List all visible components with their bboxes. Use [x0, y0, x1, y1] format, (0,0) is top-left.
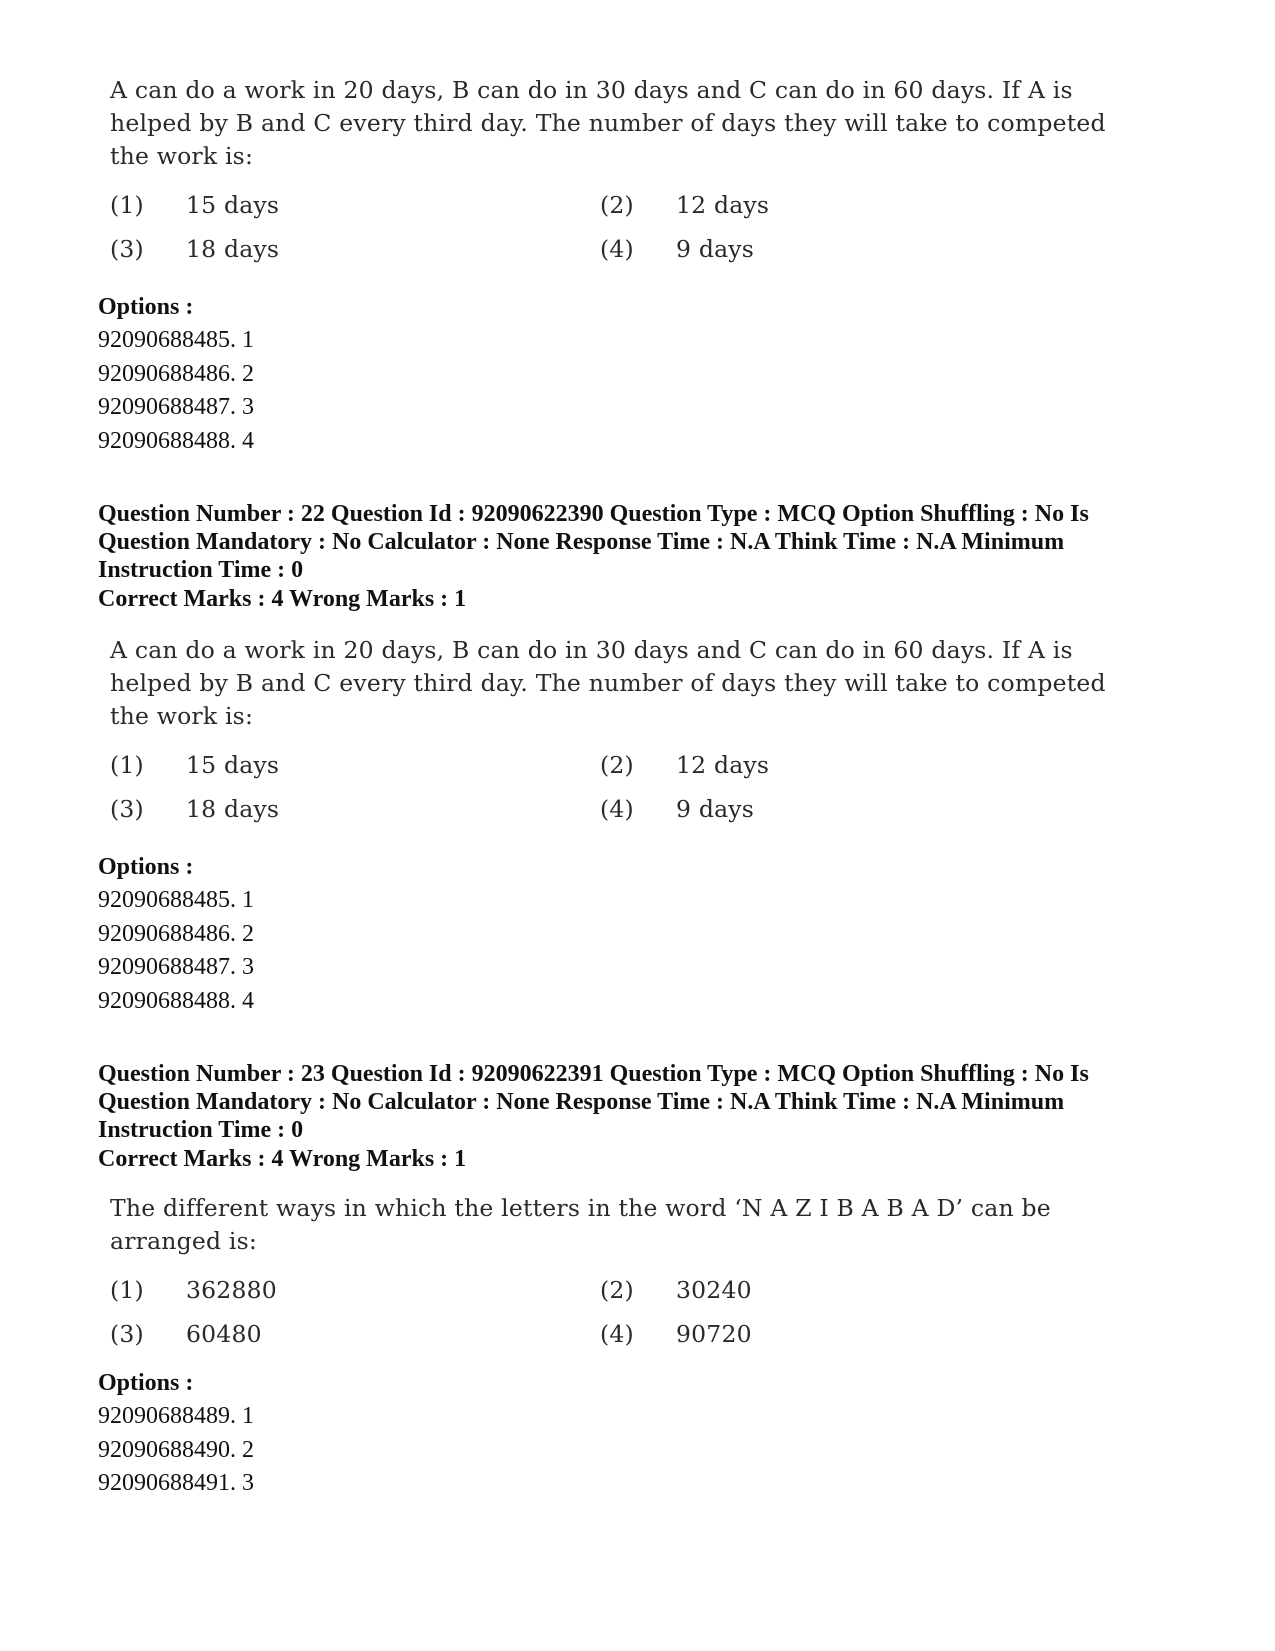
option-id: 92090688487. 3	[98, 394, 254, 420]
question-23-image	[110, 1192, 1110, 1362]
options-heading: Options :	[98, 294, 194, 320]
choice-2: (2) 12 days	[600, 751, 770, 779]
options-heading: Options :	[98, 1370, 194, 1396]
choice-1: (1) 15 days	[110, 751, 280, 779]
options-heading: Options :	[98, 854, 194, 880]
choice-4: (4) 90720	[600, 1320, 752, 1348]
choice-2: (2) 30240	[600, 1276, 752, 1304]
choice-2: (2) 12 days	[600, 191, 770, 219]
question-text: A can do a work in 20 days, B can do in 30 days and C can do in 60 days. If A is helped by B and C every third day. The number of days they will take to competed the work is:	[110, 76, 1106, 170]
question-23-meta	[98, 1060, 1178, 1144]
choice-4: (4) 9 days	[600, 795, 755, 823]
option-id: 92090688486. 2	[98, 920, 254, 947]
meta-line: Question Number : 22 Question Id : 92090622390 Question Type : MCQ Option Shuffling : No Is	[98, 501, 1089, 527]
choice-3: (3) 60480	[110, 1320, 262, 1348]
question-21-image	[110, 74, 1110, 277]
meta-line: Instruction Time : 0	[98, 557, 304, 583]
option-id: 92090688489. 1	[98, 1403, 254, 1429]
choice-grid	[110, 189, 1110, 277]
question-22-marks: Correct Marks : 4 Wrong Marks : 1	[98, 586, 467, 612]
choice-grid	[110, 749, 1110, 837]
choice-4: (4) 9 days	[600, 235, 755, 263]
choice-1: (1) 15 days	[110, 191, 280, 219]
option-id: 92090688485. 1	[98, 887, 254, 913]
option-id: 92090688486. 2	[98, 360, 254, 387]
choice-grid	[110, 1274, 1110, 1362]
choice-3: (3) 18 days	[110, 235, 280, 263]
choice-1: (1) 362880	[110, 1276, 277, 1304]
meta-line: Question Mandatory : No Calculator : None Response Time : N.A Think Time : N.A Minimum	[98, 1089, 1065, 1115]
option-id-list	[98, 1400, 254, 1501]
option-id: 92090688487. 3	[98, 954, 254, 980]
question-text: A can do a work in 20 days, B can do in 30 days and C can do in 60 days. If A is helped by B and C every third day. The number of days they will take to competed the work is:	[110, 636, 1106, 730]
question-22-image	[110, 634, 1110, 837]
question-text: The different ways in which the letters in the word ‘N A Z I B A B A D’ can be arranged is:	[110, 1194, 1051, 1255]
choice-3: (3) 18 days	[110, 795, 280, 823]
option-id: 92090688488. 4	[98, 987, 254, 1014]
option-id: 92090688490. 2	[98, 1436, 254, 1463]
question-23-marks: Correct Marks : 4 Wrong Marks : 1	[98, 1146, 467, 1172]
option-id-list	[98, 884, 254, 1018]
meta-line: Question Number : 23 Question Id : 92090622391 Question Type : MCQ Option Shuffling : No Is	[98, 1061, 1089, 1087]
option-id: 92090688485. 1	[98, 327, 254, 353]
option-id: 92090688488. 4	[98, 427, 254, 454]
option-id-list	[98, 324, 254, 458]
question-22-meta	[98, 500, 1178, 584]
meta-line: Instruction Time : 0	[98, 1117, 304, 1143]
option-id: 92090688491. 3	[98, 1470, 254, 1496]
meta-line: Question Mandatory : No Calculator : None Response Time : N.A Think Time : N.A Minimum	[98, 529, 1065, 555]
